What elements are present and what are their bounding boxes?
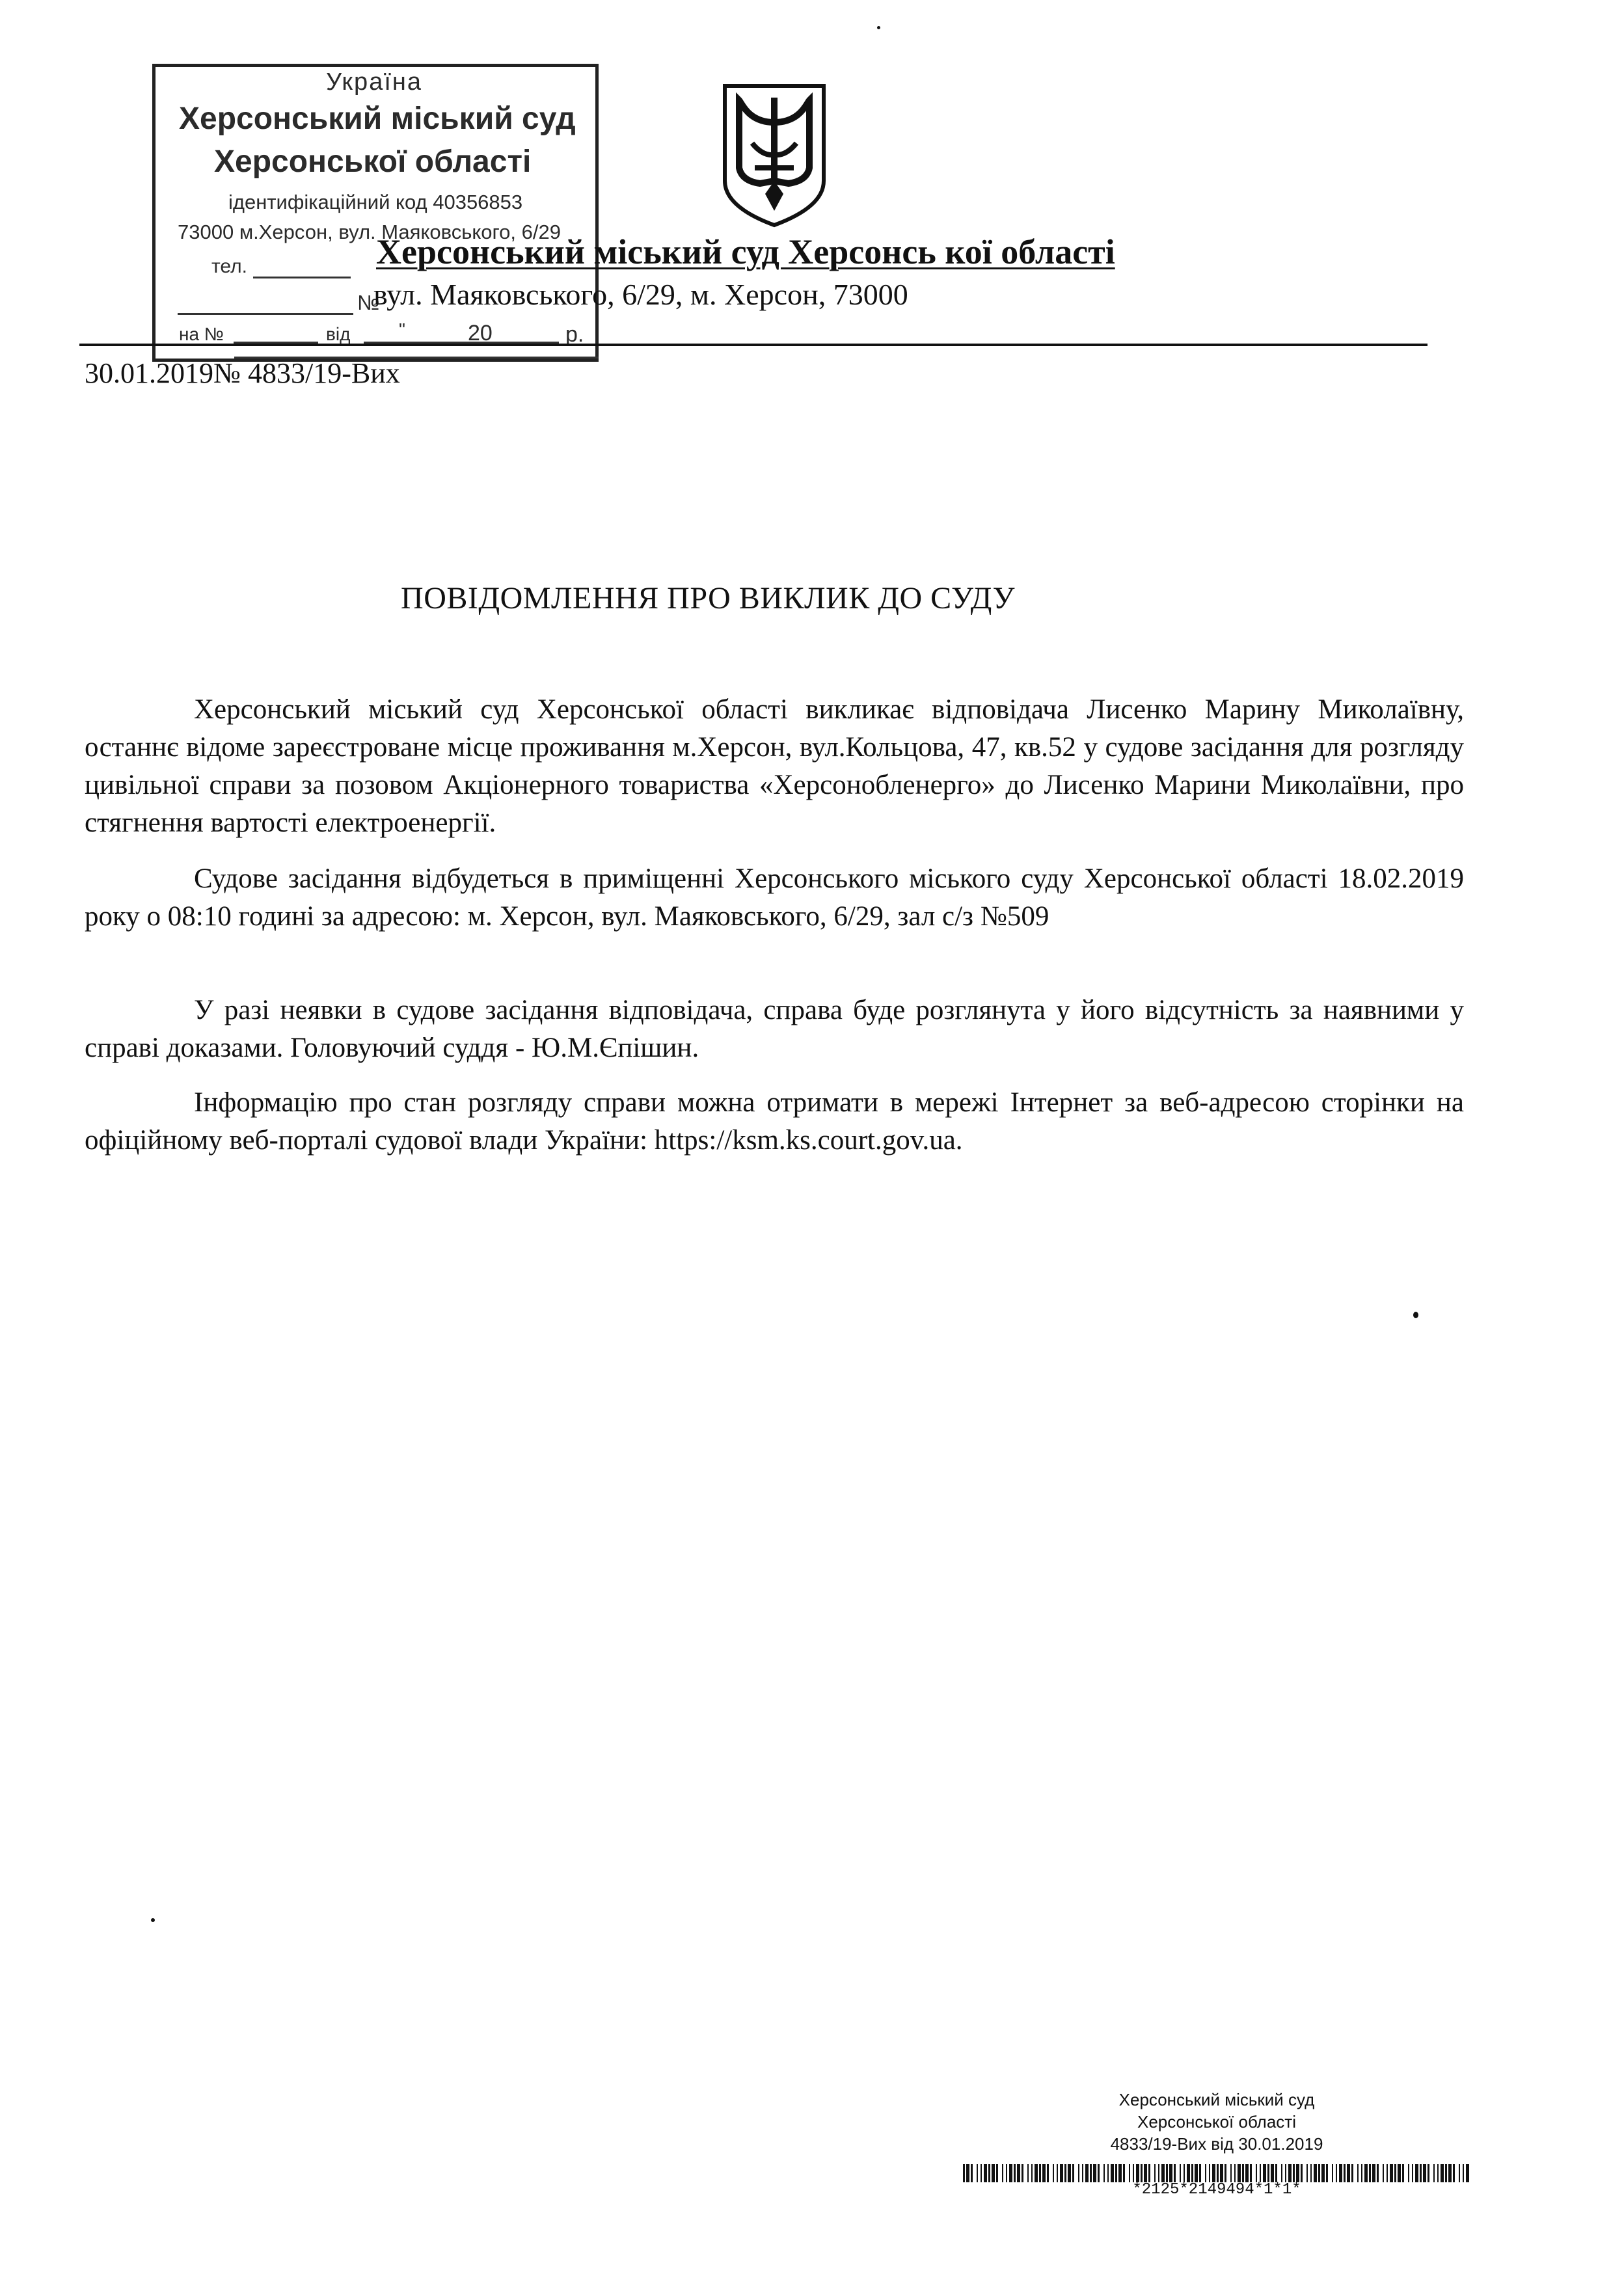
barcode-bar [1220, 2164, 1223, 2182]
barcode-bar [1288, 2164, 1292, 2182]
barcode-bar [1205, 2164, 1206, 2182]
barcode-bar [1351, 2164, 1353, 2182]
barcode-bar [1357, 2164, 1359, 2182]
barcode-bar [996, 2164, 998, 2182]
court-address: вул. Маяковського, 6/29, м. Херсон, 73000 [373, 278, 908, 311]
barcode-bar [1230, 2164, 1232, 2182]
barcode-bar [1148, 2164, 1150, 2182]
stamp-tel-label: тел. [211, 256, 247, 277]
barcode-bar [1180, 2164, 1181, 2182]
footer-stamp [969, 2089, 1464, 2155]
barcode-bar [1006, 2164, 1007, 2182]
stamp-address: 73000 м.Херсон, вул. Маяковського, 6/29 [178, 221, 561, 243]
barcode-bar [1296, 2164, 1299, 2182]
barcode-bar [1103, 2164, 1105, 2182]
barcode-bar [1339, 2164, 1342, 2182]
barcode-bar [1064, 2164, 1066, 2182]
barcode-bar [1326, 2164, 1328, 2182]
stamp-court-name: Херсонський міський суд [179, 102, 576, 136]
court-title: Херсонський міський суд Херсонсь кої області [376, 232, 1115, 271]
barcode-bar [1217, 2164, 1219, 2182]
barcode-bar [1428, 2164, 1429, 2182]
barcode-bar [1301, 2164, 1303, 2182]
header-rule [79, 344, 1428, 346]
barcode-bar [1306, 2164, 1308, 2182]
barcode-bar [1344, 2164, 1346, 2182]
barcode-bar [1420, 2164, 1422, 2182]
barcode-bar [966, 2164, 969, 2182]
barcode-bar [1423, 2164, 1426, 2182]
barcode-bar [977, 2164, 978, 2182]
barcode-bar [1111, 2164, 1114, 2182]
coat-of-arms-icon [722, 83, 826, 228]
barcode-bar [1022, 2164, 1023, 2182]
barcode-bar [1184, 2164, 1185, 2182]
barcode-bar [1107, 2164, 1109, 2182]
barcode-bar [1394, 2164, 1396, 2182]
barcode-bar [1256, 2164, 1257, 2182]
barcode-bar [1141, 2164, 1143, 2182]
barcode-bar [1191, 2164, 1193, 2182]
registration-stamp [152, 64, 599, 362]
barcode-bar [1234, 2164, 1236, 2182]
paragraph-info: Інформацію про стан розгляду справи можна отримати в мережі Інтернет за веб-адресою сторінки на офіційному веб-порталі судової влади України: https://ksm.ks.court.gov.ua. [85, 1087, 1464, 1156]
barcode-bar [1271, 2164, 1274, 2182]
barcode-bar [1085, 2164, 1089, 2182]
paragraph-hearing: Судове засідання відбудеться в приміщенні Херсонського міського суду Херсонської області 18.02.2019 року о 08:10 годині за адресою: м. Херсон, вул. Маяковського, 6/29, зал с/з №509 [85, 863, 1464, 932]
barcode-bar [984, 2164, 987, 2182]
barcode-bar [1225, 2164, 1226, 2182]
stamp-id-code: ідентифікаційний код 40356853 [228, 191, 523, 213]
stamp-date-prefix: на № [179, 324, 224, 344]
barcode-bar [1245, 2164, 1249, 2182]
scan-dot [151, 1918, 155, 1922]
barcode-bar [1115, 2164, 1117, 2182]
barcode-bar [1437, 2164, 1439, 2182]
barcode-bar [1072, 2164, 1074, 2182]
stamp-reg-line [178, 313, 353, 315]
barcode-bar [1441, 2164, 1444, 2182]
barcode-bar [1415, 2164, 1418, 2182]
barcode-bar [1267, 2164, 1269, 2182]
barcode-bar [1398, 2164, 1401, 2182]
footer-reg-number: 4833/19-Вих від 30.01.2019 [1110, 2134, 1323, 2154]
barcode-bar [1310, 2164, 1312, 2182]
barcode-bar [1285, 2164, 1286, 2182]
barcode-bar [1093, 2164, 1096, 2182]
barcode-bar [1158, 2164, 1159, 2182]
barcode-bar [1263, 2164, 1266, 2182]
barcode-bar [971, 2164, 973, 2182]
outgoing-number: 30.01.2019№ 4833/19-Вих [85, 357, 400, 389]
scan-dot [877, 26, 880, 29]
barcode-bar [1260, 2164, 1261, 2182]
footer-court-name: Херсонський міський суд [1118, 2090, 1315, 2109]
barcode-text: *2125*2149494*1*1* [1132, 2181, 1301, 2199]
barcode-bar [1336, 2164, 1337, 2182]
barcode-bar [1154, 2164, 1156, 2182]
barcode-bar [1369, 2164, 1371, 2182]
stamp-country: Україна [326, 68, 423, 96]
barcode-bar [1068, 2164, 1071, 2182]
barcode-bar [1169, 2164, 1172, 2182]
barcode-bar [1314, 2164, 1317, 2182]
barcode-bar [1275, 2164, 1277, 2182]
barcode-bar [1136, 2164, 1139, 2182]
barcode-bar [1166, 2164, 1168, 2182]
barcode-bar [992, 2164, 995, 2182]
barcode-bar [1161, 2164, 1165, 2182]
barcode-bar [1039, 2164, 1041, 2182]
barcode-bar [1448, 2164, 1452, 2182]
barcode-bar [1035, 2164, 1038, 2182]
barcode-bar [1090, 2164, 1092, 2182]
barcode-bar [1118, 2164, 1122, 2182]
barcode-bar [1433, 2164, 1435, 2182]
barcode-bar [1078, 2164, 1079, 2182]
barcode-bar [1347, 2164, 1350, 2182]
barcode-bar [1408, 2164, 1409, 2182]
barcode-bar [1377, 2164, 1379, 2182]
barcode-bar [1017, 2164, 1020, 2182]
stamp-date-quote: " [399, 319, 405, 340]
barcode-bar [1318, 2164, 1320, 2182]
barcode-bar [1402, 2164, 1404, 2182]
barcode-bar [988, 2164, 990, 2182]
barcode-bar [981, 2164, 982, 2182]
barcode-bar [1053, 2164, 1054, 2182]
barcode-bar [1031, 2164, 1033, 2182]
barcode-bar [1174, 2164, 1176, 2182]
barcode-bar [1144, 2164, 1147, 2182]
paragraph-summons: Херсонський міський суд Херсонської області викликає відповідача Лисенко Марину Миколаївну, останнє відоме зареєстроване місце проживання м.Херсон, вул.Кольцова, 47, кв.52 у судове засідання для розгляду цивільної справи за позовом Акціонерного товариства «Херсонобленерго» до Лисенко Марини Миколаївни, про стягнення вартості електроенергії. [85, 694, 1464, 838]
barcode-bar [1199, 2164, 1201, 2182]
paragraph-absence: У разі неявки в судове засідання відповідача, справа буде розглянута у його відсутність за наявними у справі доказами. Головуючий суддя - Ю.М.Єпішин. [85, 995, 1464, 1063]
barcode-bar [1098, 2164, 1100, 2182]
barcode-bar [1002, 2164, 1003, 2182]
barcode-bar [1466, 2164, 1469, 2182]
barcode-bar [1047, 2164, 1049, 2182]
barcode-bar [1242, 2164, 1244, 2182]
barcode-bar [1293, 2164, 1295, 2182]
barcode-bar [1187, 2164, 1190, 2182]
barcode-bar [1321, 2164, 1325, 2182]
stamp-court-region: Херсонської області [214, 144, 532, 179]
barcode-bar [1042, 2164, 1046, 2182]
barcode-bar [1390, 2164, 1393, 2182]
barcode-bar [1014, 2164, 1016, 2182]
barcode-bar [1212, 2164, 1215, 2182]
scan-dot [1413, 1312, 1418, 1318]
stamp-date-from: від [326, 324, 351, 344]
stamp-tel-line [253, 277, 351, 278]
barcode-bar [1123, 2164, 1125, 2182]
stamp-year-suffix: р. [565, 322, 584, 347]
barcode-bar [1027, 2164, 1029, 2182]
barcode-bar [1238, 2164, 1241, 2182]
barcode-bar [1129, 2164, 1130, 2182]
barcode-bar [1453, 2164, 1455, 2182]
barcode-icon [963, 2164, 1470, 2182]
barcode-bar [1459, 2164, 1460, 2182]
barcode-bar [1412, 2164, 1413, 2182]
barcode-bar [1463, 2164, 1464, 2182]
document-title: ПОВІДОМЛЕННЯ ПРО ВИКЛИК ДО СУДУ [401, 581, 1015, 616]
barcode-bar [1057, 2164, 1058, 2182]
barcode-bar [1009, 2164, 1012, 2182]
barcode-bar [1372, 2164, 1375, 2182]
barcode-bar [1445, 2164, 1447, 2182]
barcode-bar [1195, 2164, 1198, 2182]
barcode-bar [1209, 2164, 1210, 2182]
barcode-bar [1060, 2164, 1063, 2182]
stamp-year: 20 [468, 321, 493, 345]
barcode-bar [1364, 2164, 1368, 2182]
barcode-bar [1383, 2164, 1384, 2182]
stamp-number-label: № [357, 291, 380, 314]
barcode-bar [1082, 2164, 1083, 2182]
barcode-bar [1281, 2164, 1282, 2182]
barcode-bar [1332, 2164, 1333, 2182]
barcode-bar [1387, 2164, 1388, 2182]
barcode-bar [1250, 2164, 1252, 2182]
barcode-bar [1361, 2164, 1362, 2182]
footer-court-region: Херсонської області [1137, 2112, 1296, 2132]
barcode-bar [1133, 2164, 1134, 2182]
barcode-bar [963, 2164, 965, 2182]
